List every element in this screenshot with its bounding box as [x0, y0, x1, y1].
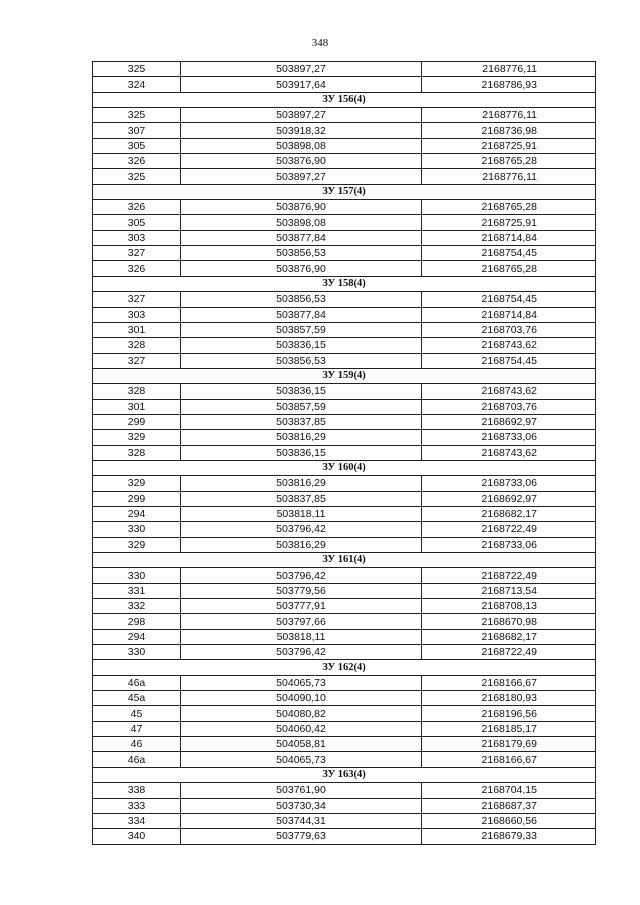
table-row — [93, 614, 596, 629]
point-number-cell: 329 — [93, 476, 181, 491]
y-coordinate-cell: 2168713,54 — [422, 583, 596, 598]
table-row — [93, 783, 596, 798]
point-number-cell: 46 — [93, 737, 181, 752]
table-row — [93, 829, 596, 844]
point-number-cell: 294 — [93, 629, 181, 644]
x-coordinate-cell: 503779,56 — [181, 583, 422, 598]
y-coordinate-cell: 2168722,49 — [422, 568, 596, 583]
y-coordinate-cell: 2168776,11 — [422, 62, 596, 77]
y-coordinate-cell: 2168754,45 — [422, 246, 596, 261]
x-coordinate-cell: 503877,84 — [181, 230, 422, 245]
point-number-cell: 299 — [93, 491, 181, 506]
point-number-cell: 45 — [93, 706, 181, 721]
point-number-cell: 326 — [93, 200, 181, 215]
y-coordinate-cell: 2168743,62 — [422, 445, 596, 460]
x-coordinate-cell: 504065,73 — [181, 752, 422, 767]
table-row — [93, 813, 596, 828]
parcel-header-row — [93, 92, 596, 107]
point-number-cell: 327 — [93, 246, 181, 261]
x-coordinate-cell: 503796,42 — [181, 568, 422, 583]
point-number-cell: 46а — [93, 752, 181, 767]
point-number-cell: 326 — [93, 154, 181, 169]
table-row — [93, 629, 596, 644]
x-coordinate-cell: 504060,42 — [181, 721, 422, 736]
point-number-cell: 329 — [93, 430, 181, 445]
y-coordinate-cell: 2168765,28 — [422, 261, 596, 276]
table-row — [93, 476, 596, 491]
table-row — [93, 506, 596, 521]
y-coordinate-cell: 2168776,11 — [422, 169, 596, 184]
y-coordinate-cell: 2168765,28 — [422, 154, 596, 169]
table-row — [93, 108, 596, 123]
y-coordinate-cell: 2168725,91 — [422, 138, 596, 153]
parcel-header-row — [93, 368, 596, 383]
table-row — [93, 599, 596, 614]
table-row — [93, 169, 596, 184]
table-row — [93, 138, 596, 153]
x-coordinate-cell: 503836,15 — [181, 338, 422, 353]
x-coordinate-cell: 503917,64 — [181, 77, 422, 92]
x-coordinate-cell: 503876,90 — [181, 154, 422, 169]
y-coordinate-cell: 2168692,97 — [422, 491, 596, 506]
y-coordinate-cell: 2168660,56 — [422, 813, 596, 828]
point-number-cell: 329 — [93, 537, 181, 552]
point-number-cell: 325 — [93, 108, 181, 123]
y-coordinate-cell: 2168725,91 — [422, 215, 596, 230]
table-row — [93, 384, 596, 399]
y-coordinate-cell: 2168733,06 — [422, 430, 596, 445]
x-coordinate-cell: 503877,84 — [181, 307, 422, 322]
point-number-cell: 303 — [93, 230, 181, 245]
x-coordinate-cell: 503837,85 — [181, 491, 422, 506]
parcel-header-row — [93, 276, 596, 291]
y-coordinate-cell: 2168185,17 — [422, 721, 596, 736]
point-number-cell: 340 — [93, 829, 181, 844]
table-row — [93, 752, 596, 767]
x-coordinate-cell: 503876,90 — [181, 200, 422, 215]
x-coordinate-cell: 503818,11 — [181, 506, 422, 521]
x-coordinate-cell: 503897,27 — [181, 169, 422, 184]
y-coordinate-cell: 2168722,49 — [422, 645, 596, 660]
x-coordinate-cell: 503857,59 — [181, 399, 422, 414]
table-row — [93, 353, 596, 368]
y-coordinate-cell: 2168714,84 — [422, 230, 596, 245]
y-coordinate-cell: 2168722,49 — [422, 522, 596, 537]
x-coordinate-cell: 504080,82 — [181, 706, 422, 721]
table-row — [93, 706, 596, 721]
table-row — [93, 338, 596, 353]
x-coordinate-cell: 504065,73 — [181, 675, 422, 690]
table-row — [93, 721, 596, 736]
x-coordinate-cell: 503897,27 — [181, 62, 422, 77]
point-number-cell: 328 — [93, 445, 181, 460]
x-coordinate-cell: 503857,59 — [181, 322, 422, 337]
y-coordinate-cell: 2168733,06 — [422, 537, 596, 552]
table-row — [93, 522, 596, 537]
x-coordinate-cell: 503796,42 — [181, 522, 422, 537]
parcel-title: ЗУ 162(4) — [93, 660, 596, 675]
x-coordinate-cell: 503730,34 — [181, 798, 422, 813]
point-number-cell: 324 — [93, 77, 181, 92]
y-coordinate-cell: 2168704,15 — [422, 783, 596, 798]
y-coordinate-cell: 2168670,98 — [422, 614, 596, 629]
table-row — [93, 215, 596, 230]
point-number-cell: 331 — [93, 583, 181, 598]
parcel-title: ЗУ 160(4) — [93, 460, 596, 475]
x-coordinate-cell: 503837,85 — [181, 414, 422, 429]
x-coordinate-cell: 503796,42 — [181, 645, 422, 660]
x-coordinate-cell: 503898,08 — [181, 138, 422, 153]
point-number-cell: 301 — [93, 322, 181, 337]
y-coordinate-cell: 2168166,67 — [422, 675, 596, 690]
parcel-header-row — [93, 767, 596, 782]
x-coordinate-cell: 504058,81 — [181, 737, 422, 752]
point-number-cell: 330 — [93, 522, 181, 537]
point-number-cell: 303 — [93, 307, 181, 322]
y-coordinate-cell: 2168765,28 — [422, 200, 596, 215]
point-number-cell: 301 — [93, 399, 181, 414]
table-row — [93, 200, 596, 215]
point-number-cell: 307 — [93, 123, 181, 138]
y-coordinate-cell: 2168754,45 — [422, 292, 596, 307]
y-coordinate-cell: 2168743,62 — [422, 384, 596, 399]
x-coordinate-cell: 503897,27 — [181, 108, 422, 123]
parcel-header-row — [93, 184, 596, 199]
table-row — [93, 568, 596, 583]
x-coordinate-cell: 503898,08 — [181, 215, 422, 230]
table-row — [93, 537, 596, 552]
table-row — [93, 491, 596, 506]
table-row — [93, 445, 596, 460]
point-number-cell: 333 — [93, 798, 181, 813]
x-coordinate-cell: 503744,31 — [181, 813, 422, 828]
y-coordinate-cell: 2168679,33 — [422, 829, 596, 844]
table-row — [93, 123, 596, 138]
point-number-cell: 325 — [93, 169, 181, 184]
point-number-cell: 305 — [93, 138, 181, 153]
point-number-cell: 298 — [93, 614, 181, 629]
x-coordinate-cell: 503797,66 — [181, 614, 422, 629]
table-row — [93, 430, 596, 445]
point-number-cell: 332 — [93, 599, 181, 614]
table-row — [93, 77, 596, 92]
x-coordinate-cell: 503777,91 — [181, 599, 422, 614]
table-row — [93, 261, 596, 276]
y-coordinate-cell: 2168743,62 — [422, 338, 596, 353]
point-number-cell: 327 — [93, 353, 181, 368]
y-coordinate-cell: 2168736,98 — [422, 123, 596, 138]
table-row — [93, 798, 596, 813]
x-coordinate-cell: 503816,29 — [181, 537, 422, 552]
x-coordinate-cell: 503836,15 — [181, 384, 422, 399]
point-number-cell: 46а — [93, 675, 181, 690]
point-number-cell: 328 — [93, 384, 181, 399]
point-number-cell: 305 — [93, 215, 181, 230]
table-row — [93, 62, 596, 77]
page-number: 348 — [311, 37, 329, 49]
point-number-cell: 325 — [93, 62, 181, 77]
point-number-cell: 327 — [93, 292, 181, 307]
parcel-header-row — [93, 460, 596, 475]
parcel-title: ЗУ 159(4) — [93, 368, 596, 383]
x-coordinate-cell: 503876,90 — [181, 261, 422, 276]
table-row — [93, 645, 596, 660]
x-coordinate-cell: 503856,53 — [181, 246, 422, 261]
y-coordinate-cell: 2168703,76 — [422, 322, 596, 337]
y-coordinate-cell: 2168776,11 — [422, 108, 596, 123]
table-row — [93, 154, 596, 169]
x-coordinate-cell: 504090,10 — [181, 691, 422, 706]
point-number-cell: 47 — [93, 721, 181, 736]
table-row — [93, 246, 596, 261]
point-number-cell: 45а — [93, 691, 181, 706]
x-coordinate-cell: 503816,29 — [181, 476, 422, 491]
point-number-cell: 330 — [93, 645, 181, 660]
x-coordinate-cell: 503818,11 — [181, 629, 422, 644]
y-coordinate-cell: 2168196,56 — [422, 706, 596, 721]
table-row — [93, 414, 596, 429]
table-row — [93, 230, 596, 245]
y-coordinate-cell: 2168754,45 — [422, 353, 596, 368]
parcel-header-row — [93, 660, 596, 675]
coordinates-table-body — [93, 62, 596, 845]
point-number-cell: 328 — [93, 338, 181, 353]
y-coordinate-cell: 2168703,76 — [422, 399, 596, 414]
point-number-cell: 299 — [93, 414, 181, 429]
parcel-title: ЗУ 157(4) — [93, 184, 596, 199]
parcel-title: ЗУ 163(4) — [93, 767, 596, 782]
point-number-cell: 326 — [93, 261, 181, 276]
parcel-title: ЗУ 156(4) — [93, 92, 596, 107]
point-number-cell: 338 — [93, 783, 181, 798]
point-number-cell: 334 — [93, 813, 181, 828]
x-coordinate-cell: 503856,53 — [181, 292, 422, 307]
point-number-cell: 294 — [93, 506, 181, 521]
table-row — [93, 322, 596, 337]
x-coordinate-cell: 503856,53 — [181, 353, 422, 368]
table-row — [93, 737, 596, 752]
table-row — [93, 292, 596, 307]
y-coordinate-cell: 2168714,84 — [422, 307, 596, 322]
coordinates-table — [92, 61, 596, 845]
parcel-header-row — [93, 553, 596, 568]
x-coordinate-cell: 503836,15 — [181, 445, 422, 460]
parcel-title: ЗУ 161(4) — [93, 553, 596, 568]
point-number-cell: 330 — [93, 568, 181, 583]
y-coordinate-cell: 2168682,17 — [422, 629, 596, 644]
x-coordinate-cell: 503761,90 — [181, 783, 422, 798]
y-coordinate-cell: 2168786,93 — [422, 77, 596, 92]
y-coordinate-cell: 2168733,06 — [422, 476, 596, 491]
y-coordinate-cell: 2168180,93 — [422, 691, 596, 706]
table-row — [93, 583, 596, 598]
x-coordinate-cell: 503816,29 — [181, 430, 422, 445]
y-coordinate-cell: 2168708,13 — [422, 599, 596, 614]
table-row — [93, 675, 596, 690]
table-row — [93, 399, 596, 414]
table-row — [93, 691, 596, 706]
y-coordinate-cell: 2168179,69 — [422, 737, 596, 752]
parcel-title: ЗУ 158(4) — [93, 276, 596, 291]
y-coordinate-cell: 2168692,97 — [422, 414, 596, 429]
y-coordinate-cell: 2168682,17 — [422, 506, 596, 521]
table-row — [93, 307, 596, 322]
x-coordinate-cell: 503779,63 — [181, 829, 422, 844]
y-coordinate-cell: 2168687,37 — [422, 798, 596, 813]
x-coordinate-cell: 503918,32 — [181, 123, 422, 138]
y-coordinate-cell: 2168166,67 — [422, 752, 596, 767]
